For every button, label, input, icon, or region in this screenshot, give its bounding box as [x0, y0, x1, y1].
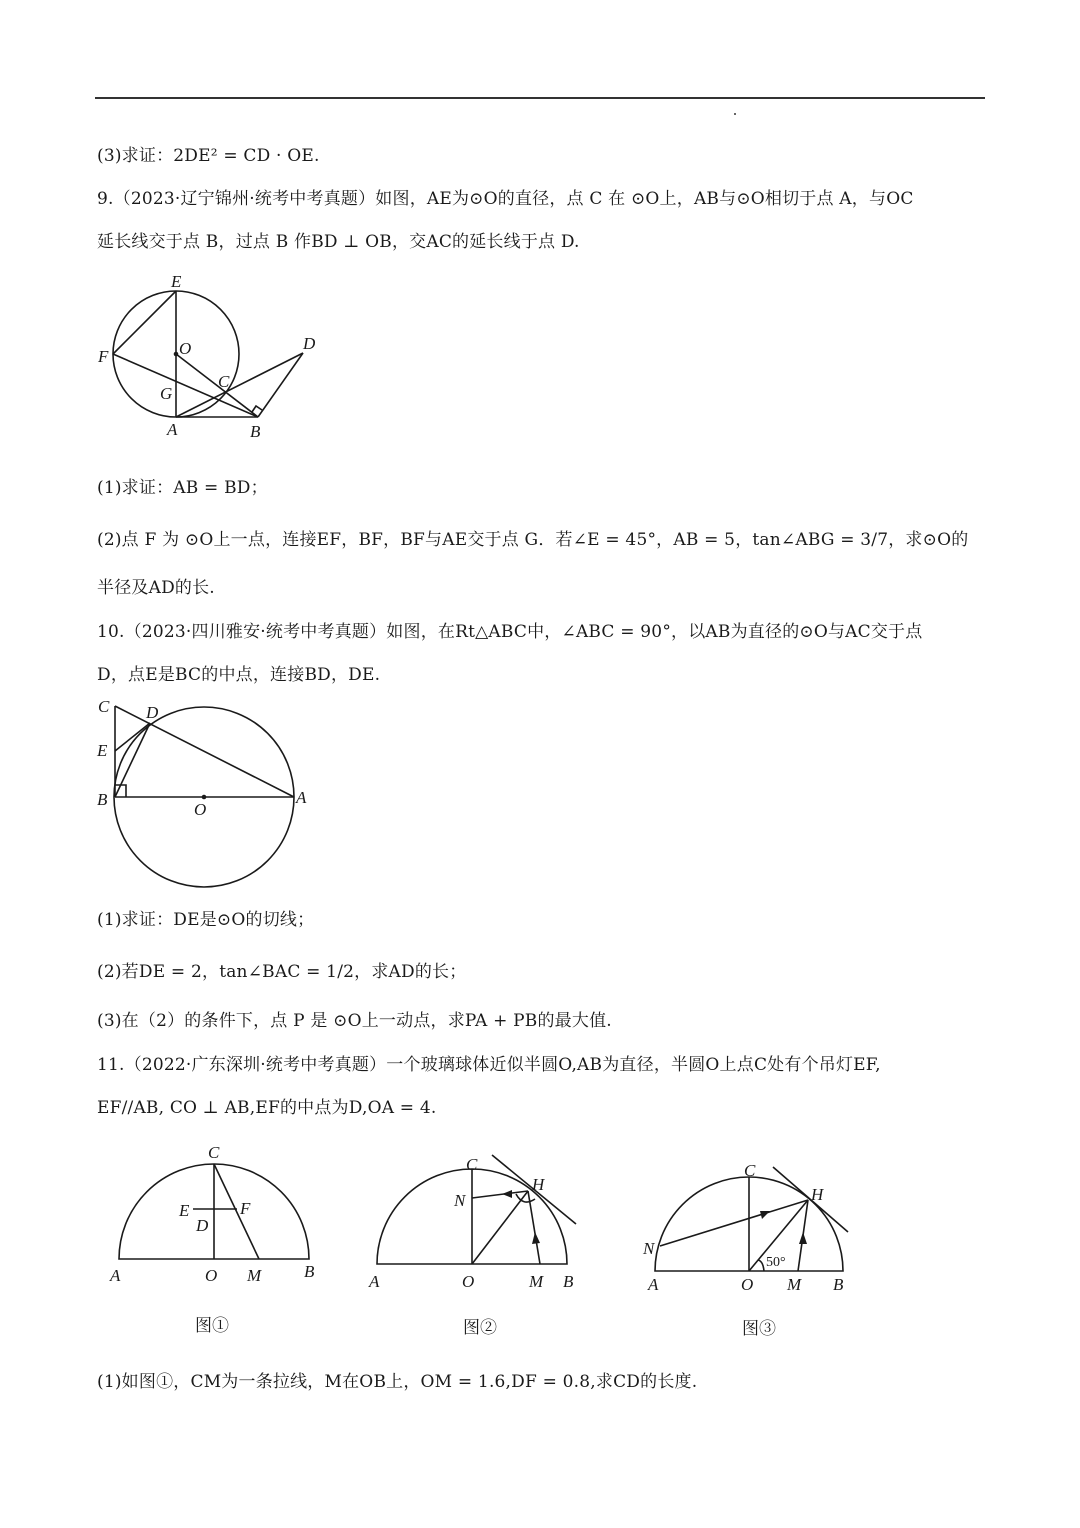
- fig11a-label-M: M: [247, 1266, 262, 1285]
- q10-part2: (2)若DE = 2，tan∠BAC = 1/2，求AD的长；: [97, 962, 467, 982]
- q10-stem-line2: D，点E是BC的中点，连接BD，DE.: [97, 665, 381, 685]
- fig11a-label-B: B: [304, 1262, 315, 1281]
- q9-part2-line1: (2)点 F 为 ⊙O上一点，连接EF，BF，BF与AE交于点 G．若∠E = 45°，AB = 5，tan∠ABG = 3/7，求⊙O的: [97, 530, 969, 550]
- fig11b-label-O: O: [462, 1272, 475, 1291]
- fig11b-label-B: B: [563, 1272, 574, 1291]
- q9-part1: (1)求证：AB = BD；: [97, 478, 268, 498]
- fig11c-caption: 图③: [742, 1319, 776, 1339]
- fig9-label-A: A: [167, 420, 178, 439]
- q9-stem-line2: 延长线交于点 B，过点 B 作BD ⊥ OB，交AC的延长线于点 D.: [97, 232, 580, 252]
- fig10-label-O: O: [194, 800, 207, 819]
- fig11c-label-B: B: [833, 1275, 844, 1294]
- q11-stem-line2: EF//AB, CO ⊥ AB,EF的中点为D,OA = 4.: [97, 1098, 437, 1118]
- fig11c-label-C: C: [744, 1161, 756, 1180]
- q9-part2-line2: 半径及AD的长.: [97, 578, 215, 598]
- fig10-label-D: D: [146, 703, 159, 722]
- q10-part1: (1)求证：DE是⊙O的切线；: [97, 910, 315, 930]
- fig11c-label-N: N: [643, 1239, 655, 1258]
- fig11c-angle-label: 50°: [766, 1255, 786, 1270]
- fig11a-label-A: A: [110, 1266, 121, 1285]
- fig9-label-F: F: [98, 347, 109, 366]
- fig11b-caption: 图②: [463, 1318, 497, 1338]
- fig10-label-A: A: [296, 788, 307, 807]
- fig11b-label-N: N: [454, 1191, 466, 1210]
- fig11b-label-H: H: [532, 1175, 545, 1194]
- fig11c-NH: [660, 1200, 808, 1246]
- fig11a-label-C: C: [208, 1143, 220, 1162]
- fig11a-caption: 图①: [195, 1316, 229, 1336]
- fig11c-label-O: O: [741, 1275, 754, 1294]
- fig11c-arrow-NH: [760, 1211, 770, 1219]
- fig9-label-O: O: [179, 339, 192, 358]
- fig11c-angle-arc: [758, 1260, 764, 1271]
- fig9-label-E: E: [171, 272, 182, 291]
- fig11a-label-O: O: [205, 1266, 218, 1285]
- fig9-label-D: D: [303, 334, 316, 353]
- fig11c-label-H: H: [811, 1185, 824, 1204]
- q10-stem-line1: 10.（2023·四川雅安·统考中考真题）如图，在Rt△ABC中，∠ABC = 90°，以AB为直径的⊙O与AC交于点: [97, 622, 923, 642]
- fig9-label-G: G: [160, 384, 173, 403]
- fig11b-label-A: A: [369, 1272, 380, 1291]
- q11-part1: (1)如图①，CM为一条拉线，M在OB上，OM = 1.6,DF = 0.8,求CD的长度.: [97, 1372, 698, 1392]
- q9-stem-line1: 9.（2023·辽宁锦州·统考中考真题）如图，AE为⊙O的直径，点 C 在 ⊙O上，AB与⊙O相切于点 A，与OC: [97, 189, 914, 209]
- fig10-label-C: C: [98, 697, 110, 716]
- q11-stem-line1: 11.（2022·广东深圳·统考中考真题）一个玻璃球体近似半圆O,AB为直径，半圆O上点C处有个吊灯EF,: [97, 1055, 881, 1075]
- fig11a-label-E: E: [179, 1201, 190, 1220]
- q8-part3: (3)求证：2DE² = CD · OE.: [97, 146, 320, 166]
- fig9-label-B: B: [250, 422, 261, 441]
- fig11a-label-D: D: [196, 1216, 209, 1235]
- fig11a-label-F: F: [240, 1199, 251, 1218]
- fig11c-label-M: M: [787, 1275, 802, 1294]
- fig10-label-B: B: [97, 790, 108, 809]
- q10-part3: (3)在（2）的条件下，点 P 是 ⊙O上一动点，求PA + PB的最大值.: [97, 1011, 612, 1031]
- fig11b-label-M: M: [529, 1272, 544, 1291]
- fig11c-arrow-MH: [799, 1232, 807, 1244]
- fig11b-label-C: C: [466, 1155, 478, 1174]
- fig10-label-E: E: [97, 741, 108, 760]
- fig9-label-C: C: [218, 372, 230, 391]
- fig11c-label-A: A: [648, 1275, 659, 1294]
